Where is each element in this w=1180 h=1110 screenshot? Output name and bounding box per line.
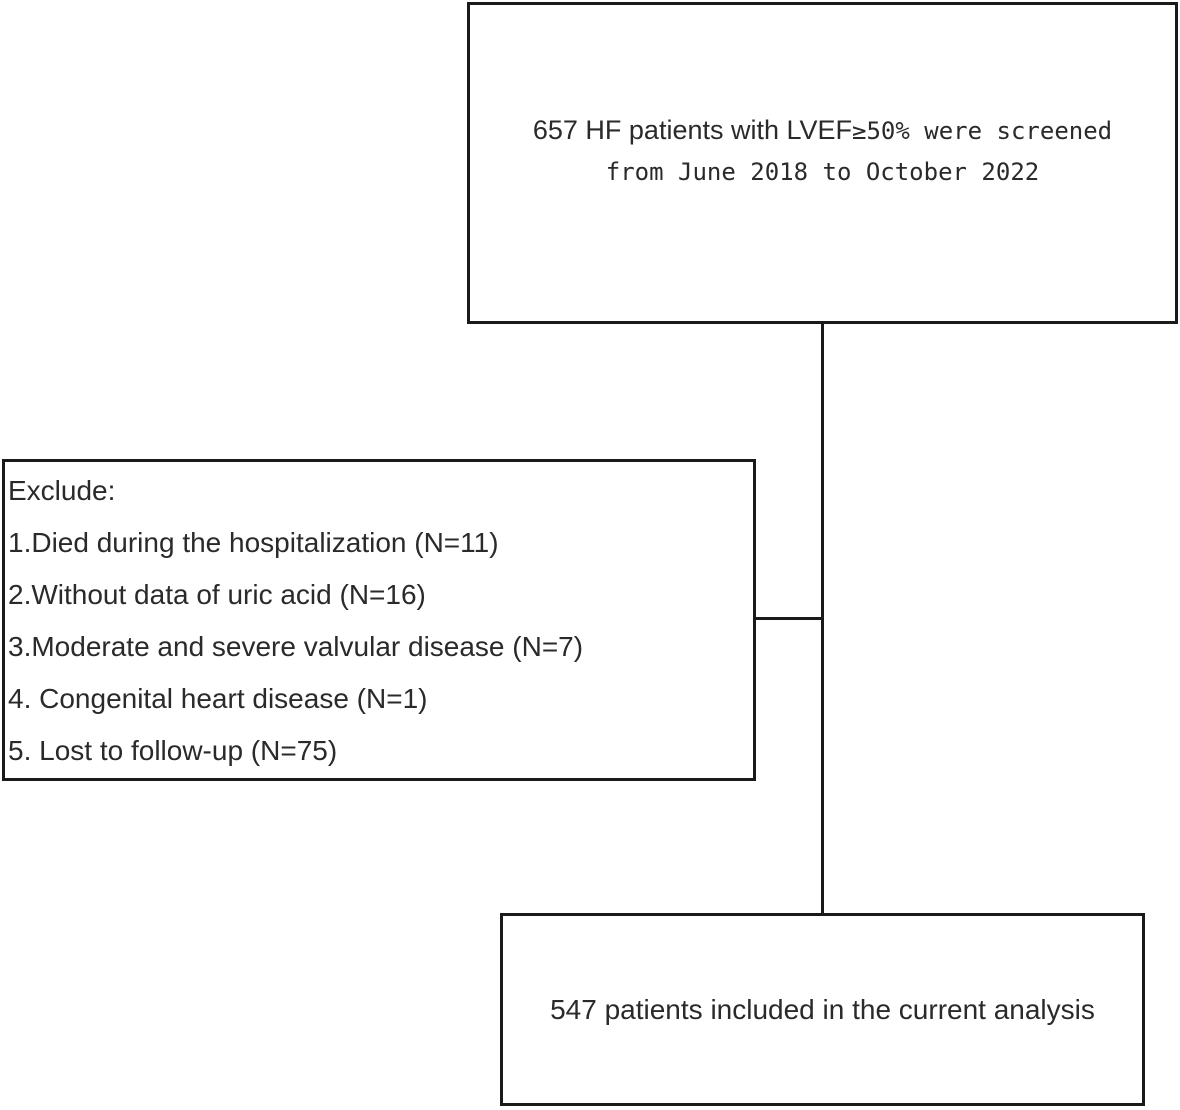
screened-line-1-part-1: 657 HF patients with LVEF — [532, 114, 853, 145]
included-patients-text: 547 patients included in the current analysis — [550, 993, 1095, 1025]
screened-line-1-part-2: ≥50% were screened — [852, 116, 1113, 145]
exclusion-item: 1.Died during the hospitalization (N=11) — [8, 527, 499, 558]
exclusion-item: 4. Congenital heart disease (N=1) — [8, 683, 428, 714]
screened-patients-box — [467, 2, 1178, 324]
screened-patients-text — [533, 110, 1112, 193]
included-patients-box — [500, 913, 1145, 1106]
screened-line-2: from June 2018 to October 2022 — [605, 157, 1040, 186]
exclusion-item: 3.Moderate and severe valvular disease (N=7) — [8, 631, 584, 662]
exclusion-heading: Exclude: — [8, 475, 116, 506]
exclusion-criteria-box — [2, 459, 756, 781]
exclusion-item: 2.Without data of uric acid (N=16) — [8, 579, 426, 610]
exclusion-item: 5. Lost to follow-up (N=75) — [8, 735, 338, 766]
screened-line-1 — [533, 110, 1112, 152]
exclusion-branch-connector — [755, 617, 823, 620]
